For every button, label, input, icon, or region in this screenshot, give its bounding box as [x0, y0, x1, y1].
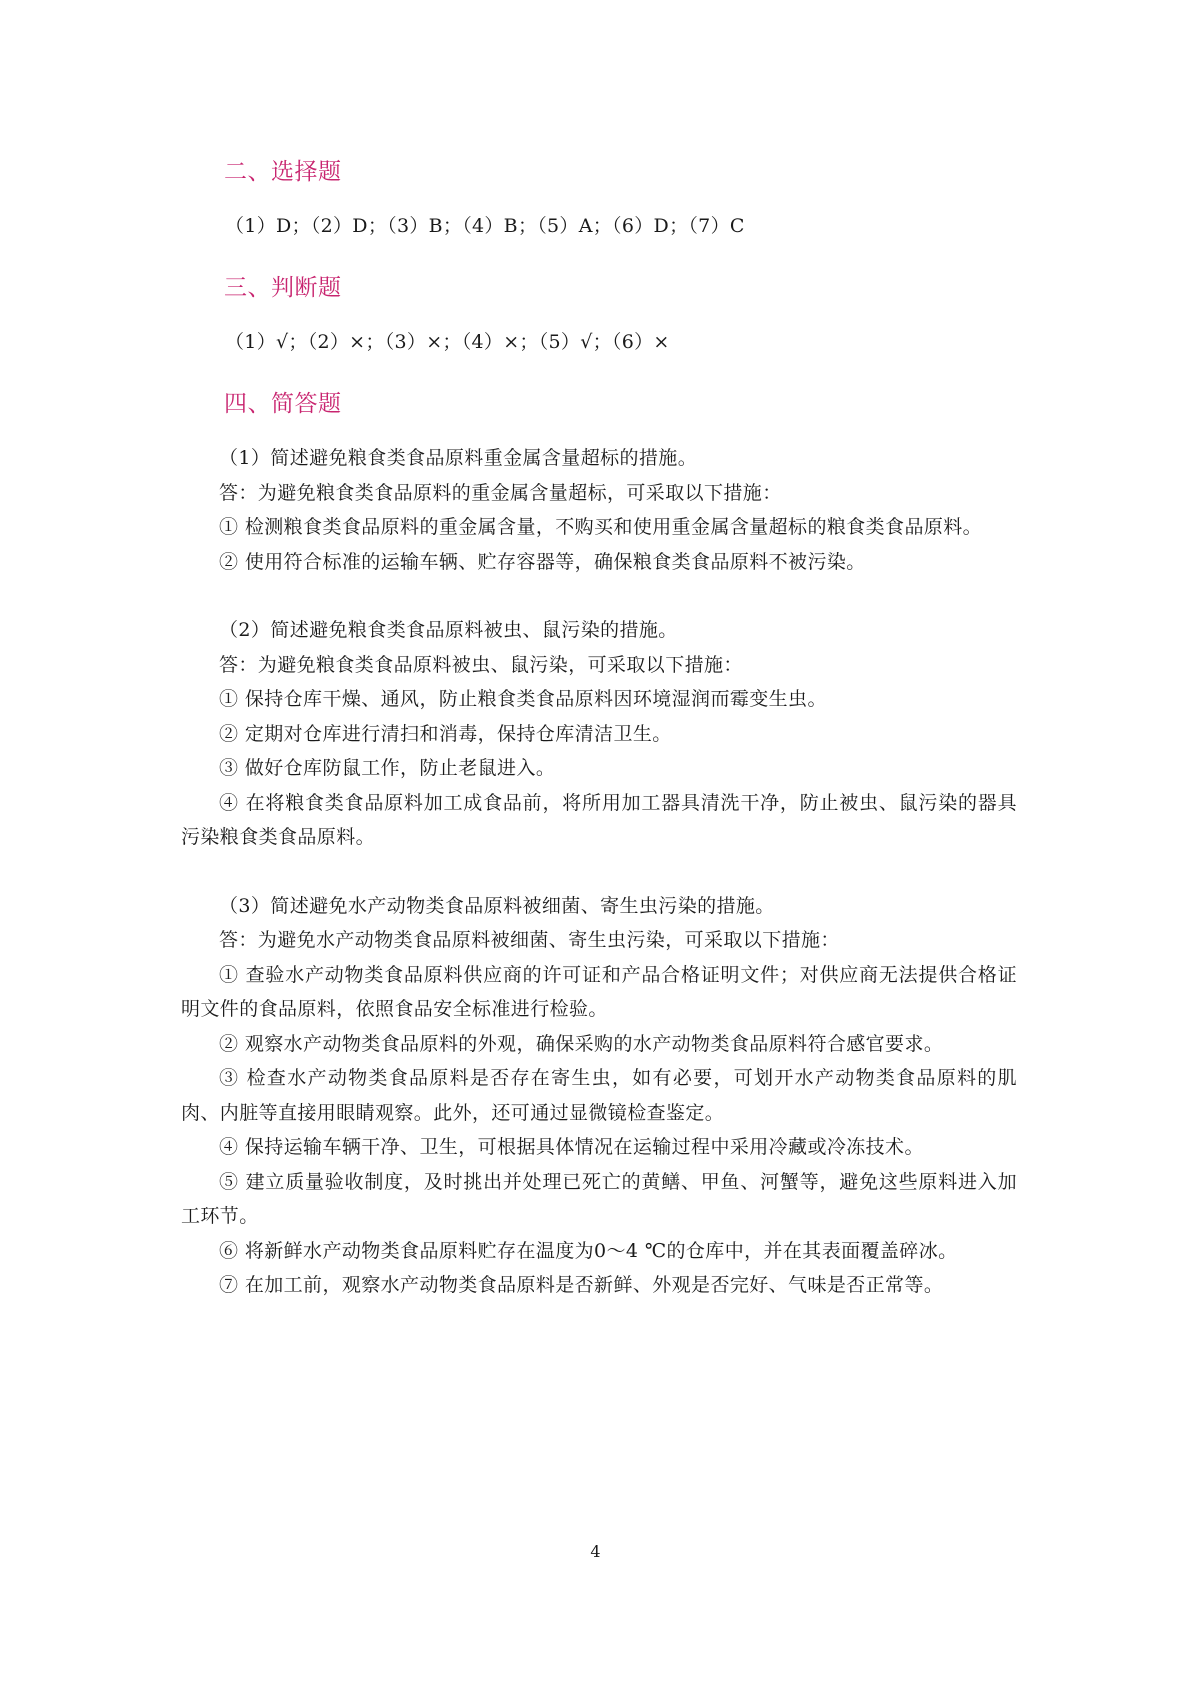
question-block-1	[181, 441, 1017, 579]
answer-intro: 答：为避免粮食类食品原料的重金属含量超标，可采取以下措施：	[219, 481, 782, 504]
answer-point: ① 保持仓库干燥、通风，防止粮食类食品原料因环境湿润而霉变生虫。	[219, 688, 827, 710]
section-judge	[181, 271, 1017, 387]
answer-point: ④ 保持运输车辆干净、卫生，可根据具体情况在运输过程中采用冷藏或冷冻技术。	[219, 1136, 924, 1158]
answer-intro: 答：为避免粮食类食品原料被虫、鼠污染，可采取以下措施：	[219, 653, 743, 676]
answer-intro: 答：为避免水产动物类食品原料被细菌、寄生虫污染，可采取以下措施：	[219, 929, 840, 951]
question-text: （2）简述避免粮食类食品原料被虫、鼠污染的措施。	[219, 619, 678, 641]
answer-point: ① 查验水产动物类食品原料供应商的许可证和产品合格证明文件；对供应商无法提供合格证明文件的食品原料，依照食品安全标准进行检验。	[181, 963, 1017, 1020]
section-heading-judge: 三、判断题	[224, 275, 342, 301]
section-short-answer	[181, 387, 1017, 1303]
question-text: （3）简述避免水产动物类食品原料被细菌、寄生虫污染的措施。	[219, 894, 775, 917]
answer-point: ④ 在将粮食类食品原料加工成食品前，将所用加工器具清洗干净，防止被虫、鼠污染的器具污染粮食类食品原料。	[181, 791, 1017, 848]
question-text: （1）简述避免粮食类食品原料重金属含量超标的措施。	[219, 447, 698, 469]
choice-answers: （1）D；（2）D；（3）B；（4）B；（5）A；（6）D；（7）C	[225, 215, 745, 237]
answer-point: ⑥ 将新鲜水产动物类食品原料贮存在温度为0～4 ℃的仓库中，并在其表面覆盖碎冰。	[219, 1239, 958, 1262]
answer-point: ③ 检查水产动物类食品原料是否存在寄生虫，如有必要，可划开水产动物类食品原料的肌肉、内脏等直接用眼睛观察。此外，还可通过显微镜检查鉴定。	[181, 1067, 1017, 1124]
answer-point: ② 使用符合标准的运输车辆、贮存容器等，确保粮食类食品原料不被污染。	[219, 550, 866, 573]
answer-point: ⑤ 建立质量验收制度，及时挑出并处理已死亡的黄鳝、甲鱼、河蟹等，避免这些原料进入加工环节。	[181, 1170, 1017, 1227]
answer-point: ① 检测粮食类食品原料的重金属含量，不购买和使用重金属含量超标的粮食类食品原料。	[219, 516, 983, 538]
section-heading-choice: 二、选择题	[224, 159, 342, 185]
section-choice	[181, 155, 1017, 271]
answer-point: ③ 做好仓库防鼠工作，防止老鼠进入。	[219, 757, 556, 779]
question-block-2	[181, 613, 1017, 855]
answer-point: ② 定期对仓库进行清扫和消毒，保持仓库清洁卫生。	[219, 722, 672, 745]
question-block-3	[181, 889, 1017, 1303]
answer-point: ② 观察水产动物类食品原料的外观，确保采购的水产动物类食品原料符合感官要求。	[219, 1032, 944, 1055]
page-content	[181, 155, 1017, 1303]
section-heading-short-answer: 四、简答题	[224, 391, 342, 417]
judge-answers: （1）√；（2）×；（3）×；（4）×；（5）√；（6）×	[225, 331, 670, 353]
answer-point: ⑦ 在加工前，观察水产动物类食品原料是否新鲜、外观是否完好、气味是否正常等。	[219, 1274, 944, 1296]
page-number: 4	[590, 1542, 601, 1561]
